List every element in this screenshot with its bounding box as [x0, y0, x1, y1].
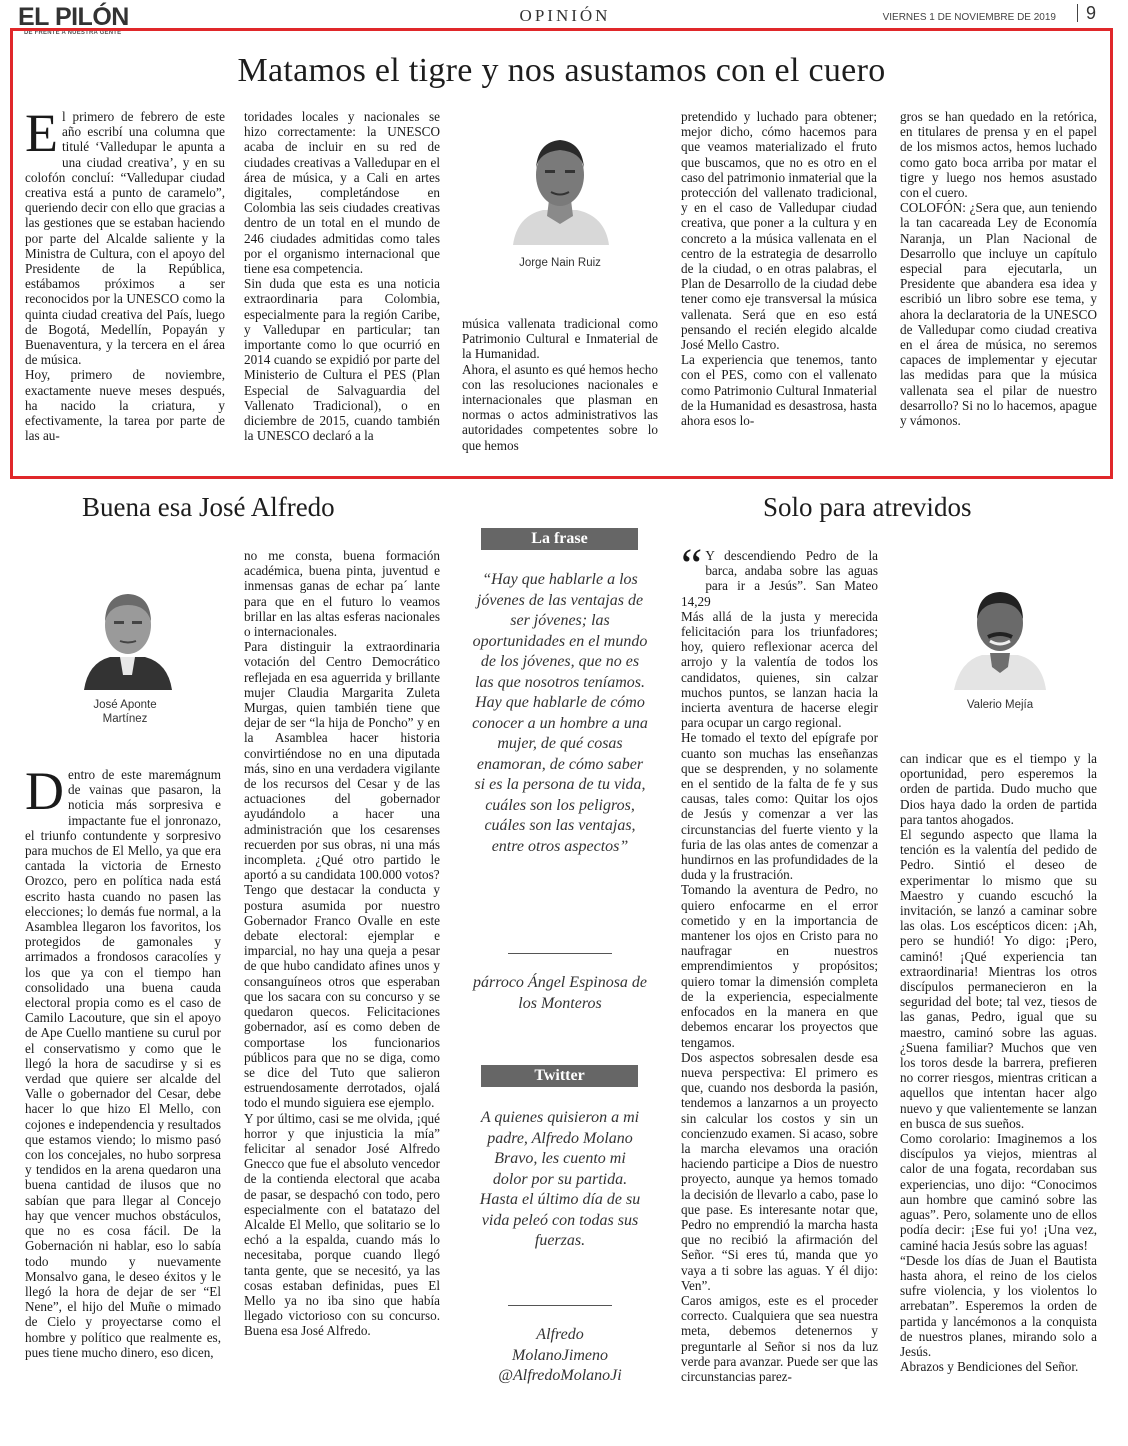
portrait-illustration [950, 575, 1050, 690]
article-3-column-1 [681, 539, 879, 1384]
paragraph: Tengo que destacar la conducta y postura asumida por nuestro Gobernador Franco Ovalle en este debate electoral: ejemplar e imparcial, no hay una queja a pesar de que hubo candidato afines unos y consanguíneos otros que esperaban que los sacara con su concurso y se quedaron quecos. Felicitaciones gobernador, así es como deben de comportase los funcionarios públicos para que no se diga, como se dice del Tuto que salieron estruendosamente derrotados, ojalá todo el mundo siguiera ese ejemplo. [244, 882, 440, 1111]
portrait-illustration [80, 575, 175, 690]
twitter-heading: Twitter [481, 1065, 638, 1087]
article-2-column-1 [25, 761, 221, 1360]
paragraph: entro de este maremágnum de vainas que pasaron, la noticia más sorpresiva e impactante fue el jonronazo, el triunfo contundente y sorpresivo para muchos de El Mello, ya que era cantada la victoria de Ernesto Orozco, pero en política nada está escrito hasta cuando no pasen las elecciones; lo demás fue normal, a la Asamblea llegaron los favoritos, los protegidos de gamonales y arrimados a frondosos caracolíes y los que ya con el tiempo han consolidado una buena cauda electoral propia como es el caso de Camilo Lacouture, que sin el apoyo de Ape Cuello mantiene su curul por el conservatismo y como que le llegó la hora de sacudirse y si es verdad que quiere ser alcalde del Valle o gobernador del Cesar, debe hacer lo que hizo El Mello, con cojones e independencia y resultados que estamos viendo; lo mismo pasó con los concejales, no hubo sorpresa y tendidos en la arena quedaron una buena cantidad de ilusos que no sabían que para llegar al Concejo hay que vencer muchos obstáculos, que no es cosa fácil. De la Gobernación ni hablar, eso lo sabía todo mundo y nuevamente Monsalvo gana, le deseo éxitos y le llegó la hora de dejar de ser “El Nene”, el hijo del Muñe o mimado de Cielo y proyectarse como el hombre y político que realmente es, pues tiene mucho dinero, eso dicen, [25, 767, 221, 1360]
paragraph: Ahora, el asunto es qué hemos hecho con las resoluciones nacionales e internacionales que plasman en normas o actos administrativos las autoridades competentes sobre lo que hemos [462, 361, 658, 453]
la-frase-quote: “Hay que hablarle a los jóvenes de las ventajas de ser jóvenes; las oportunidades en el mundo de los jóvenes, que no es las que nosotros teníamos. Hay que hablarle de cómo conocer a un hombre a una mujer, de qué cosas enamoran, de cómo saber si es la persona de tu vida, cuáles son los peligros, cuáles son las ventajas, entre otros aspectos” [472, 571, 648, 855]
author-name: Jorge Nain Ruiz [519, 257, 601, 269]
epigraph: Y descendiendo Pedro de la barca, andaba sobre las aguas para ir a Jesús”. San Mateo 14,29 [681, 548, 878, 609]
article-1-column-4 [681, 109, 877, 428]
twitter-handle: @AlfredoMolanoJi [498, 1367, 622, 1384]
article-2-title: Buena esa José Alfredo [82, 492, 335, 522]
newspaper-logo: EL PILÓN [18, 3, 129, 31]
paragraph: Hoy, primero de noviembre, exactamente nueve meses después, ha nacido la criatura, y efectivamente, la tarea por parte de las au- [25, 367, 225, 444]
paragraph: toridades locales y nacionales se hizo correctamente: la UNESCO acaba de incluir en su red de ciudades creativas a Valledupar en el área de música, y a Cali en artes digitales, completándose en Colombia las seis ciudades creativas dentro de un total en el mundo de 246 ciudades admitidas como tales por el organismo internacional que tiene esa competencia. [244, 109, 440, 277]
paragraph: Abrazos y Bendiciones del Señor. [900, 1359, 1079, 1375]
article-1-column-2 [244, 109, 440, 443]
paragraph: La experiencia que tenemos, tanto con el PES, como con el vallenato como Patrimonio Cultural Inmaterial de la Humanidad es desastrosa, hasta ahora esos lo- [681, 352, 877, 429]
article-1-title: Matamos el tigre y nos asustamos con el cuero [237, 52, 886, 89]
drop-cap: D [25, 761, 64, 821]
paragraph: no me consta, buena formación académica, buena pinta, juventud e inmensas ganas de echar pa´ lante para que en el futuro lo veamos brillar en las altas esferas nacionales o internacionales. [244, 548, 440, 640]
author-photo [80, 575, 175, 690]
paragraph: pretendido y luchado para obtener; mejor dicho, cómo hacemos para que veamos materializado el fruto que buscamos, que no es otro en el caso del patrimonio inmaterial que la protección del vallenato tradicional, y en el caso de Valledupar ciudad creativa, que poner a la cultura y en concreto a la música vallenata en el centro de la estrategia de desarrollo de la ciudad, o en otras palabras, el Plan de Desarrollo de la ciudad debe tener como eje transversal la música vallenata. Será que en eso está pensando el recién elegido alcalde José Mello Castro. [681, 109, 877, 353]
issue-date-text: VIERNES 1 DE NOVIEMBRE DE 2019 [882, 12, 1056, 23]
quote-mark: “ [681, 539, 703, 592]
divider [508, 1305, 612, 1306]
paragraph: l primero de febrero de este año escribí una columna que titulé ‘Valledupar le apunta a una ciudad creativa’, y en su colofón concluí: “Valledupar ciudad creativa está a punto de caramelo”, queriendo decir con ello que gracias a las gestiones que se estaban haciendo por parte del Alcalde saliente y la Ministra de Cultura, con el apoyo del Presidente de la República, estábamos próximos a ser reconocidos por la UNESCO como la quinta ciudad creativa del País, luego de Bogotá, Medellín, Popayán y Buenaventura, y la tercera en el área de música. [25, 109, 225, 368]
twitter-author [466, 1325, 654, 1387]
issue-date [880, 12, 1056, 23]
article-3-title: Solo para atrevidos [763, 492, 972, 522]
la-frase-heading: La frase [481, 528, 638, 550]
paragraph: Sin duda que esta es una noticia extraordinaria para Colombia, especialmente para la región Caribe, y Valledupar en particular; tan importante como lo que ocurrió en 2014 cuando se expidió por parte del Ministerio de Cultura el PES (Plan Especial de Salvaguardia del Vallenato Tradicional), o en diciembre de 2015, cuando también la UNESCO declaró a la [244, 276, 440, 444]
la-frase-author: párroco Ángel Espinosa de los Monteros [472, 974, 648, 1012]
page-number: 9 [1077, 4, 1096, 22]
author-name-line-2: Martínez [102, 713, 148, 725]
paragraph: He tomado el texto del epígrafe por cuanto son muchas las enseñanzas que se desprenden, y no solamente en el sentido de la falta de fe y sus causas, tales como: Quitar los ojos de Jesús y comenzar a ver las circunstancias del fuerte viento y la furia de las olas antes de comenzar a hundirnos en las profundidades de la duda y la frustración. [681, 730, 878, 883]
paragraph: Y por último, casi se me olvida, ¡qué horror y que injusticia la mía” felicitar al senador José Alfredo Gnecco que fue el absoluto vencedor de la contienda electoral que acaba de pasar, se despachó con todo, pero especialmente con el batatazo del Alcalde El Mello, que solitario se lo echó a la espalda, cuando más lo necesitaba, porque cuando llegó tanta gente, que se necesitó, ya las cosas estaban definidas, pues El Mello ya no iba sino que había llegado victorioso con su concurso. Buena esa José Alfredo. [244, 1110, 440, 1339]
article-3-column-2 [900, 751, 1097, 1374]
twitter-author-line-2: MolanoJimeno [512, 1346, 608, 1364]
author-name: Valerio Mejía [966, 699, 1034, 711]
author-photo [505, 120, 615, 245]
article-1-column-5 [900, 109, 1097, 428]
article-1-column-1 [25, 103, 225, 444]
paragraph: can indicar que es el tiempo y la oportunidad, pero esperemos la orden de partida. Dudo mucho que Dios haya dado la orden de partida para tantos ahogados. [900, 751, 1097, 827]
author-name [70, 698, 180, 726]
divider [508, 953, 612, 954]
paragraph: Tomando la aventura de Pedro, no quiero enfocarme en el error cometido y en la importancia de mantener los ojos en Cristo para no naufragar en nuestros emprendimientos y propósitos; quiero tomar la dimensión completa de la experiencia, especialmente enfocados en la manera en que debemos encarar los proyectos que tengamos. [681, 882, 878, 1050]
twitter-author-line-1: Alfredo [536, 1326, 584, 1343]
paragraph: Caros amigos, este es el proceder correcto. Cualquiera que sea nuestra meta, debemos detenernos y preguntarle al Señor si nos da luz verde para avanzar. Puede ser que las circunstancias parez- [681, 1292, 878, 1384]
paragraph: “Desde los días de Juan el Bautista hasta ahora, el reino de los cielos sufre violencia, y los violentos lo arrebatan”. Esperemos la orden de partida y lancémonos a la conquista de nuestros planes, mirando solo a Jesús. [900, 1252, 1097, 1359]
paragraph: Para distinguir la extraordinaria votación del Centro Democrático reflejada en esa aguerrida y brillante mujer Claudia Margarita Zuleta Murgas, quien también tiene que dejar de ser “la hija de Poncho” y en la Asamblea hacer historia convirtiéndose no en una diputada más, sino en una verdadera vigilante de los recursos del Cesar y de las actuaciones del gobernador ayudándolo a hacer una administración que los cesarenses recuerden por sus obras, ni una más incompleta. ¿Qué otro partido le aportó a su candidata 100.000 votos? [244, 639, 440, 883]
portrait-illustration [505, 120, 615, 245]
paragraph: Más allá de la justa y merecida felicitación para los triunfadores; hoy, quiero reflexionar acerca del arrojo y la valentía de todos los candidatos, quienes, sin calzar muchos puntos, se lanzan hacia la incierta aventura de hacerse elegir para ocupar un cargo regional. [681, 608, 878, 731]
paragraph: COLOFÓN: ¿Sera que, aun teniendo la tan cacareada Ley de Economía Naranja, un Plan Nacional de Desarrollo que incluye un capítulo especial para ejecutarla, un Presidente que abandera esa idea y escribió un libro sobre ese tema, y ahora la declaratoria de la UNESCO de Valledupar como ciudad creativa en el área de música, no seremos capaces de implementar y ejecutar las medidas para que la música vallenata sea el pilar de nuestro desarrollo? Si no lo hacemos, apague y vámonos. [900, 200, 1097, 429]
author-name-line-1: José Aponte [93, 699, 157, 711]
article-1-column-3 [462, 316, 658, 453]
twitter-text: A quienes quisieron a mi padre, Alfredo Molano Bravo, les cuento mi dolor por su partida. Hasta el último día de su vida peleó con todas sus fuerzas. [479, 1109, 641, 1249]
article-2-column-2 [244, 548, 440, 1339]
newspaper-slogan: DE FRENTE A NUESTRA GENTE [24, 30, 122, 36]
drop-cap: E [25, 103, 58, 163]
paragraph: gros se han quedado en la retórica, en titulares de prensa y en el papel de los mismos actos, hemos luchado como gato boca arriba por matar el tigre y luego nos hemos asustado con el cuero. [900, 109, 1097, 201]
paragraph: Como corolario: Imaginemos a los discípulos ya viejos, mientras al calor de una fogata, recordaban sus experiencias, uno dijo: “Conocimos aun hombre que caminó sobre las aguas”. Pero, solamente uno de ellos podía decir: ¡Ese fui yo! ¡Una vez, caminé hacia Jesús sobre las aguas! [900, 1131, 1097, 1253]
paragraph: música vallenata tradicional como Patrimonio Cultural e Inmaterial de la Humanidad. [462, 316, 658, 362]
paragraph: El segundo aspecto que llama la tención es la valentía del pedido de Pedro. Sintió el deseo de experimentar lo mismo que su Maestro y cuando escuchó la invitación, se lanzó a caminar sobre las olas. Los escépticos dicen: ¡Ah, pero se hundió! Yo digo: ¡Pero, caminó! ¡Qué experiencia tan extraordinaria! Mientras los otros discípulos permanecieron en la seguridad del bote; tal vez, tiesos de las ganas, Pedro, igual que su maestro, caminó sobre las aguas. ¿Suena familiar? Muchos que ven los toros desde la barrera, prefieren no correr riesgos, mientras critican a aquellos que intentan hacer algo nuevo y que valientemente se lanzan en busca de sus sueños. [900, 827, 1097, 1131]
author-photo [950, 575, 1050, 690]
paragraph: Dos aspectos sobresalen desde esa nueva perspectiva: El primero es que, cuando nos desborda la pasión, tendemos a lanzarnos a un proyecto sin calcular los costos y sin un concienzudo examen. Si acaso, sobre la marcha elevamos una oración haciendo participe a Dios de nuestro proyecto, aunque ya hemos tomado la decisión de llevarlo a cabo, pase lo que pase. Es interesante notar que, Pedro no emprendió la marcha hasta que no recibió la afirmación del Señor. “Si eres tú, manda que yo vaya a ti sobre las aguas. Y él dijo: Ven”. [681, 1049, 879, 1293]
section-title: OPINIÓN [519, 6, 611, 25]
